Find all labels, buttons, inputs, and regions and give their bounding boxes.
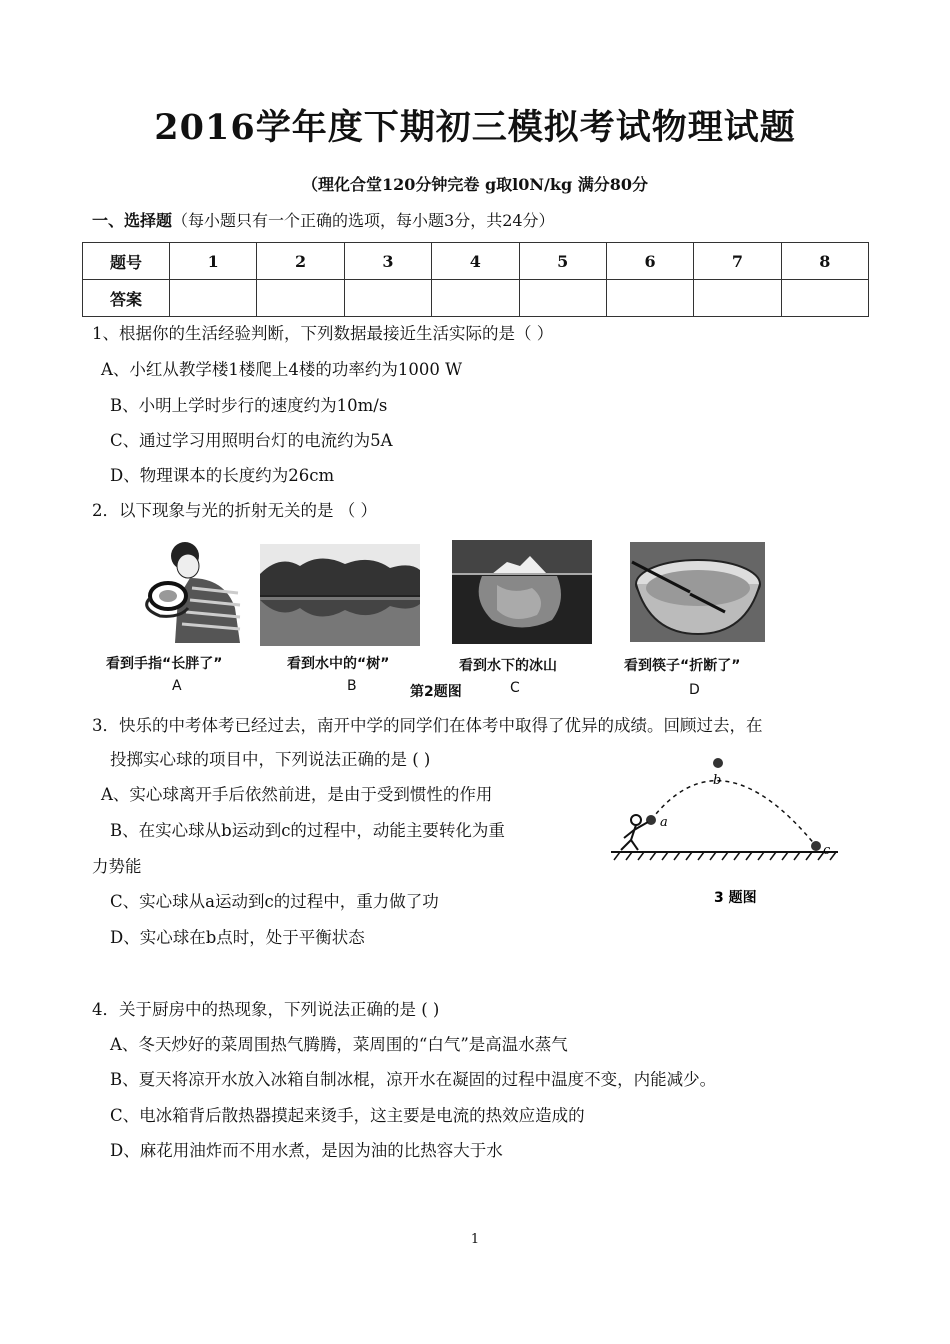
question-number-cell: 3: [344, 243, 431, 280]
answer-cell[interactable]: [432, 280, 519, 317]
question-4-option-a: A、冬天炒好的菜周围热气腾腾，菜周围的“白气”是高温水蒸气: [110, 1035, 568, 1054]
question-1-option-a: A、小红从教学楼1楼爬上4楼的功率约为1000 W: [101, 360, 463, 379]
question-number-cell: 6: [606, 243, 693, 280]
answer-cell[interactable]: [606, 280, 693, 317]
answer-cell[interactable]: [519, 280, 606, 317]
point-label-c: c: [823, 843, 831, 858]
table-header-cell: 答案: [83, 280, 170, 317]
figure-title: 3 题图: [714, 890, 757, 906]
table-header-cell: 题号: [83, 243, 170, 280]
figure-letter-d: D: [689, 682, 700, 698]
figure-caption-d: 看到筷子“折断了”: [624, 658, 741, 674]
question-3-option-d: D、实心球在b点时，处于平衡状态: [110, 928, 365, 947]
trajectory-figure: [606, 750, 842, 910]
magnifier-photo: [130, 538, 248, 643]
figure-letter-a: A: [172, 678, 182, 694]
question-number-cell: 1: [170, 243, 257, 280]
question-3-option-a: A、实心球离开手后依然前进，是由于受到惯性的作用: [101, 785, 493, 804]
answer-table: [82, 242, 869, 317]
question-4-option-b: B、夏天将凉开水放入冰箱自制冰棍，凉开水在凝固的过程中温度不变，内能减少。: [110, 1070, 717, 1089]
page-number: 1: [470, 1232, 480, 1247]
chopstick-photo: [630, 542, 765, 642]
exam-info: （理化合堂120分钟完卷 g取l0N/kg 满分80分: [302, 175, 648, 194]
answer-cell[interactable]: [170, 280, 257, 317]
question-4-option-c: C、电冰箱背后散热器摸起来烫手，这主要是电流的热效应造成的: [110, 1106, 585, 1125]
section-note: （每小题只有一个正确的选项，每小题3分，共24分）: [172, 211, 555, 230]
tree-reflection-photo: [260, 544, 420, 646]
figure-letter-c: C: [510, 680, 520, 696]
question-1-option-b: B、小明上学时步行的速度约为10m/s: [110, 396, 388, 415]
answer-cell[interactable]: [344, 280, 431, 317]
figure-caption-c: 看到水下的冰山: [459, 658, 557, 674]
question-3-stem-cont: 投掷实心球的项目中，下列说法正确的是 ( ): [110, 750, 431, 769]
page-title: 2016学年度下期初三模拟考试物理试题: [154, 107, 796, 148]
point-label-b: b: [713, 773, 722, 788]
question-4-option-d: D、麻花用油炸而不用水煮，是因为油的比热容大于水: [110, 1141, 503, 1160]
figure-title: 第2题图: [410, 684, 462, 700]
question-3-option-b: B、在实心球从b运动到c的过程中，动能主要转化为重: [110, 821, 505, 840]
question-3-option-c: C、实心球从a运动到c的过程中，重力做了功: [110, 892, 439, 911]
section-heading: [92, 208, 555, 231]
answer-cell[interactable]: [694, 280, 781, 317]
figure-caption-a: 看到手指“长胖了”: [106, 656, 223, 672]
question-number-cell: 7: [694, 243, 781, 280]
table-row: [83, 243, 869, 280]
table-row: [83, 280, 869, 317]
question-number-cell: 4: [432, 243, 519, 280]
question-1-option-c: C、通过学习用照明台灯的电流约为5A: [110, 431, 393, 450]
question-1-option-d: D、物理课本的长度约为26cm: [110, 466, 335, 485]
section-title: 一、选择题: [92, 211, 173, 230]
question-3-option-b-cont: 力势能: [92, 857, 142, 876]
question-3-stem: 3．快乐的中考体考已经过去，南开中学的同学们在体考中取得了优异的成绩。回顾过去，在: [92, 716, 763, 735]
figure-letter-b: B: [347, 678, 357, 694]
question-number-cell: 8: [781, 243, 868, 280]
answer-cell[interactable]: [257, 280, 344, 317]
figure-caption-b: 看到水中的“树”: [287, 656, 390, 672]
question-2-stem: 2．以下现象与光的折射无关的是 （ ）: [92, 501, 377, 520]
question-number-cell: 2: [257, 243, 344, 280]
iceberg-photo: [452, 540, 592, 644]
question-2-figure: [90, 536, 770, 704]
answer-cell[interactable]: [781, 280, 868, 317]
point-label-a: a: [660, 815, 668, 830]
question-4-stem: 4．关于厨房中的热现象，下列说法正确的是 ( ): [92, 1000, 440, 1019]
question-number-cell: 5: [519, 243, 606, 280]
question-1-stem: 1、根据你的生活经验判断，下列数据最接近生活实际的是（ ）: [92, 324, 554, 343]
